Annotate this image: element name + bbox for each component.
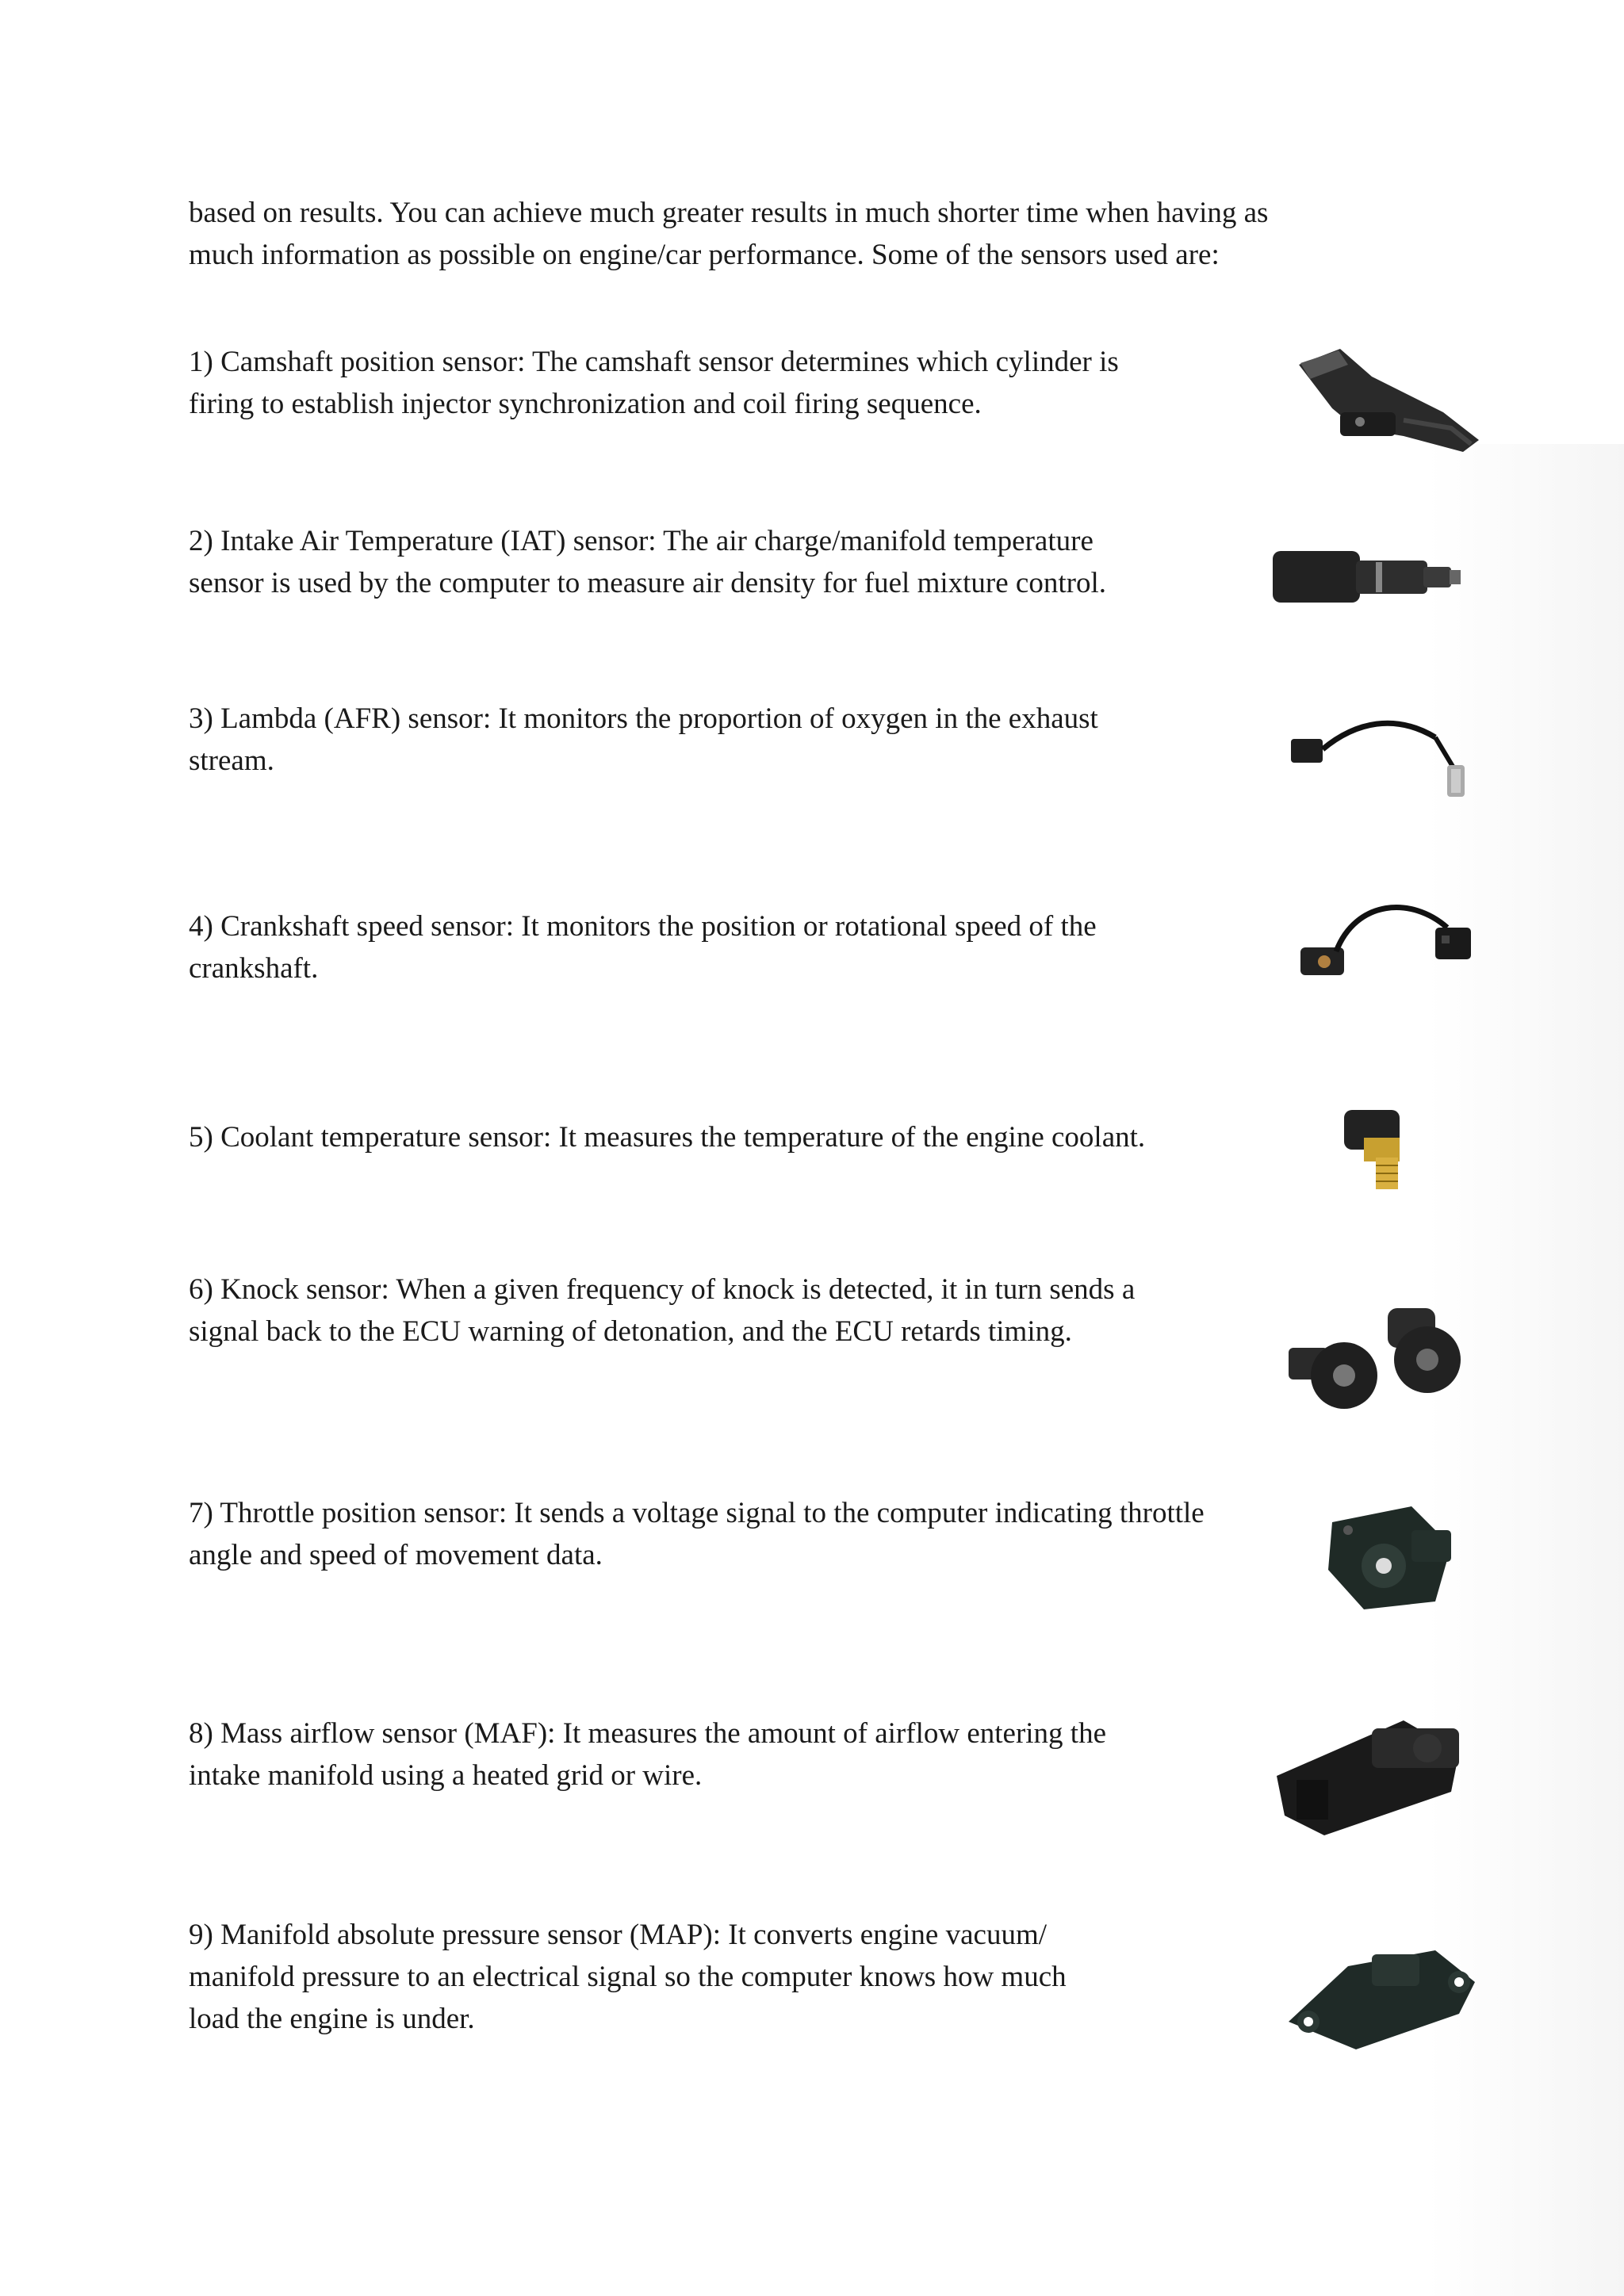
sensor-text-line: 6) Knock sensor: When a given frequency of knock is detected, it in turn sends a [189,1273,1136,1306]
sensor-text-line: 8) Mass airflow sensor (MAF): It measures the amount of airflow entering the [189,1717,1106,1750]
sensor-text-line: signal back to the ECU warning of detonation, and the ECU retards timing. [189,1315,1072,1348]
sensor-item-camshaft [189,341,1119,425]
sensor-item-throttle [189,1492,1205,1576]
sensor-item-coolant [189,1116,1145,1158]
sensor-item-map [189,1914,1067,2040]
sensor-item-maf [189,1712,1106,1797]
map-sensor-photo [1277,1934,1483,2053]
sensor-text-line: angle and speed of movement data. [189,1539,603,1571]
sensor-text-line: load the engine is under. [189,2003,475,2035]
sensor-text-line: crankshaft. [189,952,319,985]
sensor-text-line: 9) Manifold absolute pressure sensor (MAP): It converts engine vacuum/ [189,1919,1047,1951]
intro-line: based on results. You can achieve much greater results in much shorter time when having as [189,197,1269,229]
sensor-text-line: firing to establish injector synchronization and coil firing sequence. [189,388,982,420]
sensor-text-line: sensor is used by the computer to measure air density for fuel mixture control. [189,567,1106,599]
sensor-text-line: intake manifold using a heated grid or wire. [189,1759,703,1792]
sensor-text-line: 5) Coolant temperature sensor: It measures the temperature of the engine coolant. [189,1121,1146,1154]
sensor-item-knock [189,1269,1135,1353]
knock-sensor-photo [1285,1300,1475,1435]
lambda-sensor-photo [1285,690,1475,801]
sensor-text-line: manifold pressure to an electrical signal so the computer knows how much [189,1961,1067,1993]
sensor-text-line: 3) Lambda (AFR) sensor: It monitors the proportion of oxygen in the exhaust [189,702,1098,735]
maf-sensor-photo [1269,1705,1475,1839]
sensor-item-crankshaft [189,905,1097,989]
sensor-text-line: stream. [189,744,274,777]
crankshaft-sensor-photo [1293,892,1483,987]
intro-paragraph [189,192,1268,276]
coolant-sensor-photo [1332,1094,1435,1197]
iat-sensor-photo [1269,543,1467,610]
intro-line: much information as possible on engine/car performance. Some of the sensors used are: [189,239,1220,271]
sensor-text-line: 2) Intake Air Temperature (IAT) sensor: The air charge/manifold temperature [189,525,1094,557]
sensor-text-line: 7) Throttle position sensor: It sends a voltage signal to the computer indicating throttle [189,1497,1205,1529]
sensor-text-line: 1) Camshaft position sensor: The camshaft sensor determines which cylinder is [189,346,1119,378]
throttle-sensor-photo [1316,1498,1467,1617]
sensor-text-line: 4) Crankshaft speed sensor: It monitors the position or rotational speed of the [189,910,1097,943]
sensor-item-iat [189,520,1106,604]
camshaft-sensor-photo [1285,333,1491,460]
sensor-item-lambda [189,698,1098,782]
